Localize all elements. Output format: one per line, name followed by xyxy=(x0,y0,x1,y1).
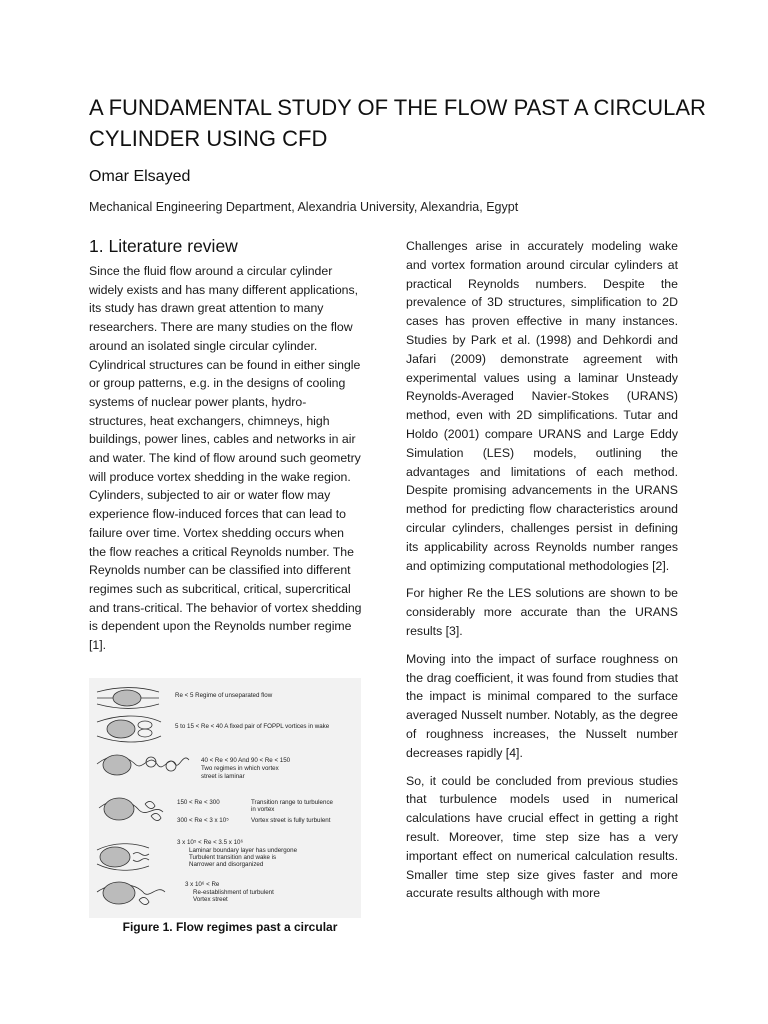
author-name: Omar Elsayed xyxy=(89,168,191,185)
paper-title: A FUNDAMENTAL STUDY OF THE FLOW PAST A CIRCULAR CYLINDER USING CFD xyxy=(89,95,706,151)
figure-caption: Figure 1. Flow regimes past a circular xyxy=(122,920,338,934)
right-paragraph-1: Challenges arise in accurately modeling wake and vortex formation around circular cylinders at practical Reynolds numbers. Despite the prevalence of 3D structures, simplification to 2D cases has proven effective in many instances. Studies by Park et al. (1998) and Dehkordi and Jafari (2009) demonstrate agreement with experimental values using a laminar Unsteady Reynolds-Averaged Navier-Stokes (URANS) method, even with 2D simplifications. Tutar and Holdo (2001) compare URANS and Large Eddy Simulation (LES) models, outlining the advantages and limitations of each method. Despite promising advancements in the URANS method for predicting flow characteristics around circular cylinders, challenges persist in defining its applicability across Reynolds number ranges and optimizing computational methodologies [2]. xyxy=(406,239,678,573)
regime-6-range: 3 x 10⁶ < Re xyxy=(185,881,220,888)
author-affiliation: Mechanical Engineering Department, Alexandria University, Alexandria, Egypt xyxy=(89,200,519,214)
right-paragraph-3: Moving into the impact of surface roughness on the drag coefficient, it was found from studies that the impact is minimal compared to the surface averaged Nusselt number. Notably, as the degree of roughness increases, the Nusselt number decreases rapidly [4]. xyxy=(406,651,678,760)
regime-4-range-2: 300 < Re < 3 x 10⁵ xyxy=(177,817,229,824)
regime-5-desc-3: Narrower and disorganized xyxy=(189,861,264,868)
regime-2-label: 5 to 15 < Re < 40 A fixed pair of FOPPL vortices in wake xyxy=(175,723,330,730)
regime-6-desc-2: Vortex street xyxy=(193,896,228,903)
flow-regimes-figure xyxy=(89,678,361,918)
regime-6-desc: Re-establishment of turbulent xyxy=(193,889,274,896)
regime-4-range: 150 < Re < 300 xyxy=(177,799,220,806)
regime-3-desc-2: street is laminar xyxy=(201,773,245,780)
left-column xyxy=(89,234,363,655)
regime-4-desc: Transition range to turbulence xyxy=(251,799,333,806)
regime-5-desc: Laminar boundary layer has undergone xyxy=(189,847,298,854)
regime-4-desc-2: in vortex xyxy=(251,806,275,813)
regime-1-label: Re < 5 Regime of unseparated flow xyxy=(175,692,273,699)
flow-regimes-illustration xyxy=(89,678,361,918)
regime-5-desc-2: Turbulent transition and wake is xyxy=(189,854,277,861)
right-column xyxy=(406,237,678,912)
regime-3-desc: Two regimes in which vortex xyxy=(201,765,279,772)
section-heading: 1. Literature review xyxy=(89,236,238,256)
right-paragraph-4: So, it could be concluded from previous studies that turbulence models used in numerical calculations have crucial effect in getting a right result. Moreover, time step size has a very important effect on numerical calculation results. Smaller time step size gives faster and more accurate results although with more xyxy=(406,773,678,901)
right-paragraph-2: For higher Re the LES solutions are shown to be considerably more accurate than the URANS results [3]. xyxy=(406,586,678,638)
regime-5-range: 3 x 10⁵ < Re < 3.5 x 10⁶ xyxy=(177,839,243,846)
regime-3-range: 40 < Re < 90 And 90 < Re < 150 xyxy=(201,757,291,764)
regime-4-desc-3: Vortex street is fully turbulent xyxy=(251,817,331,824)
left-paragraph: Since the fluid flow around a circular cylinder widely exists and has many different applications, its study has drawn great attention to many researchers. There are many studies on the flow around an isolated single circular cylinder. Cylindrical structures can be found in either single or group patterns, e.g. in the designs of cooling systems of nuclear power plants, hydro-structures, heat exchangers, chimneys, high buildings, power lines, cables and networks in air and water. The kind of flow around such geometry will produce vortex shedding in the wake region. Cylinders, subjected to air or water flow may experience flow-induced forces that can lead to failure over time. Vortex shedding occurs when the flow reaches a critical Reynolds number. The Reynolds number can be classified into different regimes such as subcritical, critical, supercritical and trans-critical. The behavior of vortex shedding is dependent upon the Reynolds number regime [1]. xyxy=(89,264,362,653)
